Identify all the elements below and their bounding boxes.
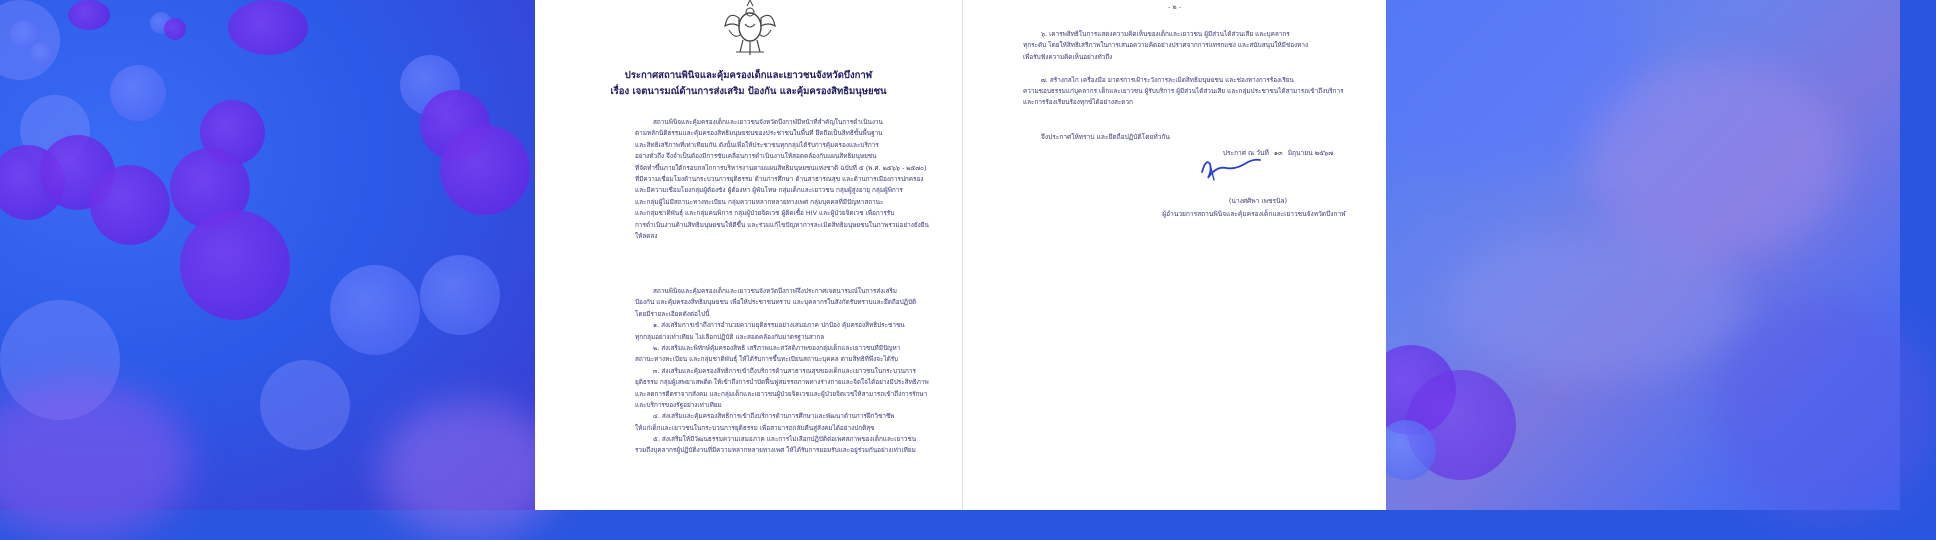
page2-line: ๗. สร้างกลไก เครื่องมือ มาตรการเฝ้าระวังการละเมิดสิทธิมนุษยชน และช่องทางการร้องเรียน (1041, 75, 1294, 84)
page2-paragraph (1023, 29, 1343, 109)
announcement-title: ประกาศสถานพินิจและคุ้มครองเด็กและเยาวชนจังหวัดบึงกาฬ (624, 70, 873, 81)
left-bokeh-background (0, 0, 535, 510)
document-page-1 (535, 0, 963, 510)
page2-line: ทุกระดับ โดยให้สิทธิเสรีภาพในการเสนอความคิดอย่างปราศจากการแทรกแซง และสนับสนุนให้มีช่องทาง (1023, 41, 1309, 50)
right-bokeh-background (1386, 0, 1900, 510)
signer-title: ผู้อำนวยการสถานพินิจและคุ้มครองเด็กและเยาวชนจังหวัดบึงกาฬ (1162, 210, 1346, 218)
body-paragraph (635, 286, 929, 457)
intro-line: และกลุ่มชาติพันธุ์ และกลุ่มคนพิการ กลุ่มผู้ป่วยจิตเวช ผู้ติดเชื้อ HIV และผู้ป่วยจิตเวช เพื่อการรับ (635, 209, 895, 218)
page2-line: และการร้องเรียนร้องทุกข์ได้อย่างสะดวก (1023, 98, 1133, 107)
body-line: และลดการตีตราจากสังคม และกลุ่มเด็กและเยาวชนผู้ป่วยจิตเวชและผู้ป่วยจิตเวชให้สามารถเข้าถึงการรักษา (635, 389, 928, 398)
body-line: ทุกกลุ่มอย่างเท่าเทียม ไม่เลือกปฏิบัติ และสอดคล้องกับมาตรฐานสากล (635, 332, 825, 341)
body-line: ๓. ส่งเสริมและคุ้มครองสิทธิการเข้าถึงบริการด้านสาธารณสุขของเด็กและเยาวชนในกระบวนการ (653, 366, 916, 375)
body-line: ๑. ส่งเสริมการเข้าถึงการอำนวยความยุติธรรมอย่างเสมอภาค ปกป้อง คุ้มครองสิทธิประชาชน (653, 321, 905, 330)
garuda-emblem-icon (723, 0, 777, 58)
intro-line: และกลุ่มผู้ไม่มีสถานะทางทะเบียน กลุ่มความหลากหลายทางเพศ กลุ่มบุคคลที่มีปัญหาสถานะ (635, 197, 884, 206)
intro-line: ที่จัดทำขึ้นภายใต้กรอบกลไกการบริหารงานตามแผนสิทธิมนุษยชนแห่งชาติ ฉบับที่ ๕ (พ.ศ. ๒๕๖๖ - ๒๕๗๐) (635, 163, 927, 172)
date-prefix: ประกาศ ณ วันที่ (1222, 149, 1269, 157)
body-line: สถานะทางทะเบียน และกลุ่มชาติพันธุ์ ให้ได้รับการขึ้นทะเบียนสถานะบุคคล ตามสิทธิที่พึงจะได้รับ (635, 355, 899, 364)
intro-paragraph (635, 117, 929, 242)
page2-line: ๖. เคารพสิทธิในการแสดงความคิดเห็นของเด็กและเยาวชน ผู้มีส่วนได้ส่วนเสีย และบุคลากร (1041, 30, 1290, 38)
announce-line: จึงประกาศให้ทราบ และยึดถือปฏิบัติโดยทั่วกัน (1041, 133, 1170, 141)
body-line: ๒. ส่งเสริมและพิทักษ์คุ้มครองสิทธิ เสรีภาพและสวัสดิภาพของกลุ่มเด็กและเยาวชนที่มีปัญหา (653, 343, 901, 352)
date-day: ๑๓ (1273, 149, 1283, 157)
body-line: ยุติธรรม กลุ่มผู้เสพยาเสพติด ให้เข้าถึงการบำบัดฟื้นฟูสมรรถภาพทางร่างกายและจิตใจได้อย่างมีประสิทธิภาพ (635, 378, 929, 387)
announcement-subject: เรื่อง เจตนารมณ์ด้านการส่งเสริม ป้องกัน และคุ้มครองสิทธิมนุษยชน (610, 86, 887, 97)
body-line: ๔. ส่งเสริมและคุ้มครองสิทธิการเข้าถึงบริการด้านการศึกษาและพัฒนาด้านการฝึกวิชาชีพ (653, 412, 895, 421)
body-line: รวมถึงบุคลากรผู้ปฏิบัติงานที่มีความหลากหลายทางเพศ ให้ได้รับการยอมรับและอยู่ร่วมกันอย่างเท่าเทียม (635, 446, 916, 455)
page2-line: เพื่อรับฟังความคิดเห็นอย่างทั่วถึง (1023, 52, 1113, 61)
body-line: ๕. ส่งเสริมให้มีวัฒนธรรมความเสมอภาค และการไม่เลือกปฏิบัติต่อเพศสภาพของเด็กและเยาวชน (653, 435, 917, 444)
body-line: และบริการของรัฐอย่างเท่าเทียม (635, 400, 722, 409)
intro-line: การดำเนินงานด้านสิทธิมนุษยชนให้ดีขึ้น และร่วมแก้ไขปัญหาการละเมิดสิทธิมนุษยชนในภาพรวมอย่างยั่งยืน (635, 220, 929, 229)
intro-line: อย่างทั่วถึง จึงจำเป็นต้องมีการขับเคลื่อนการดำเนินงานให้สอดคล้องกับแผนสิทธิมนุษยชน (635, 152, 877, 161)
intro-line: สถานพินิจและคุ้มครองเด็กและเยาวชนจังหวัดบึงกาฬมีหน้าที่สำคัญในการดำเนินงาน (653, 118, 883, 126)
page2-line: ความชอบธรรมแก่บุคลากร เด็กและเยาวชน ผู้รับบริการ ผู้มีส่วนได้ส่วนเสีย และกลุ่มประชาชนได้สามารถเข้าถึงบริการ (1023, 86, 1344, 95)
body-line: ให้แก่เด็กและเยาวชนในกระบวนการยุติธรรม เพื่อสามารถกลับคืนสู่สังคมได้อย่างปกติสุข (635, 423, 875, 432)
signature-icon (1196, 152, 1266, 184)
intro-line: และมีความเชื่อมโยงกลุ่มผู้ต้องขัง ผู้ต้องหา ผู้พ้นโทษ กลุ่มเด็กและเยาวชน กลุ่มผู้สูงอายุ กลุ่มผู้พิการ (635, 186, 903, 195)
page2-line (1023, 63, 1343, 74)
intro-line: และสิทธิเสรีภาพที่เท่าเทียมกัน ดังนั้นเพื่อให้ประชาชนทุกกลุ่มได้รับการคุ้มครองและบริการ (635, 140, 879, 149)
intro-line: ที่มีความเชื่อมโยงด้านกระบวนการยุติธรรม ด้านการศึกษา ด้านสาธารณสุข และด้านการเมืองการปกครอง (635, 174, 924, 183)
document-page-2 (963, 0, 1386, 510)
date-suffix: มิถุนายน ๒๕๖๗ (1287, 149, 1334, 157)
intro-line: ตามหลักนิติธรรมและคุ้มครองสิทธิมนุษยชนของประชาชนในพื้นที่ ยึดถือเป็นสิทธิขั้นพื้นฐาน (635, 129, 883, 138)
signer-name: (นางศศิพา เพชรนิล) (1228, 197, 1288, 205)
intro-line: ให้ลดลง (635, 231, 658, 240)
body-line: โดยมีรายละเอียดดังต่อไปนี้ (635, 309, 710, 318)
body-line: ป้องกัน และคุ้มครองสิทธิมนุษยชน เพื่อให้ประชาชนทราบ และบุคลากรในสังกัดรับทราบและยึดถือปฏิบัติ (635, 298, 917, 307)
page-number: - ๒ - (1167, 3, 1182, 11)
body-line: สถานพินิจและคุ้มครองเด็กและเยาวชนจังหวัดบึงกาฬจึงประกาศเจตนารมณ์ในการส่งเสริม (653, 287, 898, 295)
